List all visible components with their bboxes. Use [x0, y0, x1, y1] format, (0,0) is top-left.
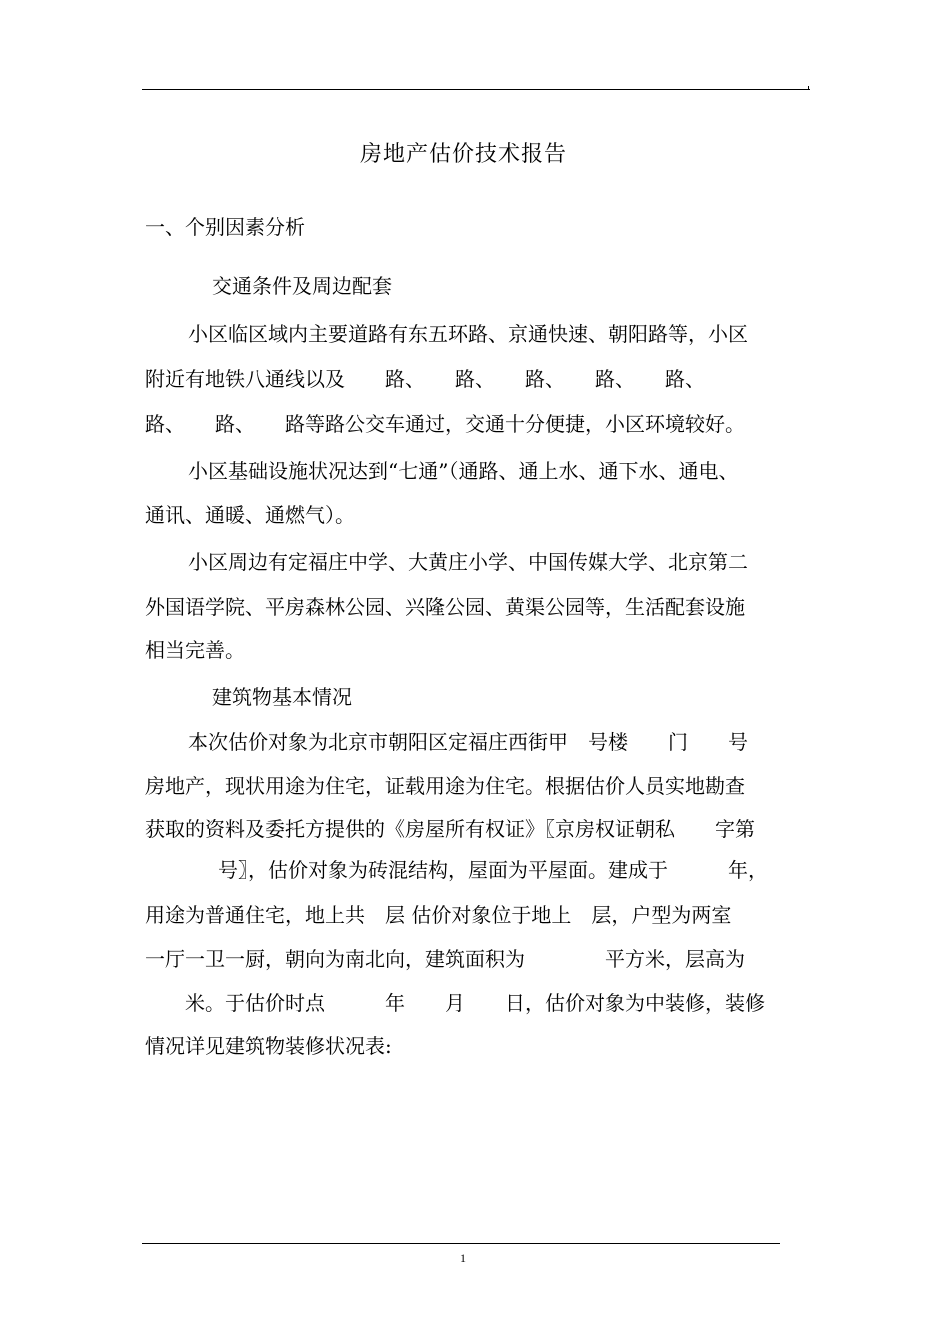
paragraph-line: 本次估价对象为北京市朝阳区定福庄西街甲 号楼 门 号 [188, 730, 748, 754]
paragraph-line: 通讯、通暖、通燃气）。 [145, 503, 355, 527]
header-rule [142, 89, 810, 90]
paragraph-line: 房地产，现状用途为住宅，证载用途为住宅。根据估价人员实地勘查 [145, 774, 745, 798]
page-number: 1 [460, 1251, 466, 1265]
paragraph-line: 外国语学院、平房森林公园、兴隆公园、黄渠公园等，生活配套设施 [145, 595, 745, 619]
paragraph-line: 情况详见建筑物装修状况表: [145, 1034, 392, 1058]
header-rule-tick [808, 86, 809, 90]
paragraph-line: 获取的资料及委托方提供的《房屋所有权证》〖京房权证朝私 字第 [145, 817, 755, 841]
paragraph-line: 用途为普通住宅，地上共 层 估价对象位于地上 层，户型为两室 [145, 903, 732, 927]
section-heading-individual-factors: 一、个别因素分析 [145, 215, 305, 239]
document-title: 房地产估价技术报告 [360, 142, 568, 167]
paragraph-line: 小区周边有定福庄中学、大黄庄小学、中国传媒大学、北京第二 [188, 550, 748, 574]
paragraph-line: 路、 路、 路等路公交车通过，交通十分便捷，小区环境较好。 [145, 412, 745, 436]
footer-rule [142, 1243, 780, 1244]
paragraph-line: 相当完善。 [145, 638, 245, 662]
subheading-building: 建筑物基本情况 [212, 685, 352, 709]
paragraph-line: 小区临区域内主要道路有东五环路、京通快速、朝阳路等，小区 [188, 322, 748, 346]
paragraph-line: 一厅一卫一厨，朝向为南北向，建筑面积为 平方米，层高为 [145, 947, 745, 971]
paragraph-line: 附近有地铁八通线以及 路、 路、 路、 路、 路、 [145, 367, 705, 391]
subheading-traffic: 交通条件及周边配套 [212, 274, 392, 298]
paragraph-line: 米。于估价时点 年 月 日，估价对象为中装修，装修 [185, 991, 765, 1015]
paragraph-line: 小区基础设施状况达到“七通”（通路、通上水、通下水、通电、 [188, 459, 739, 483]
paragraph-line: 号〗，估价对象为砖混结构，屋面为平屋面。建成于 年， [218, 858, 768, 882]
